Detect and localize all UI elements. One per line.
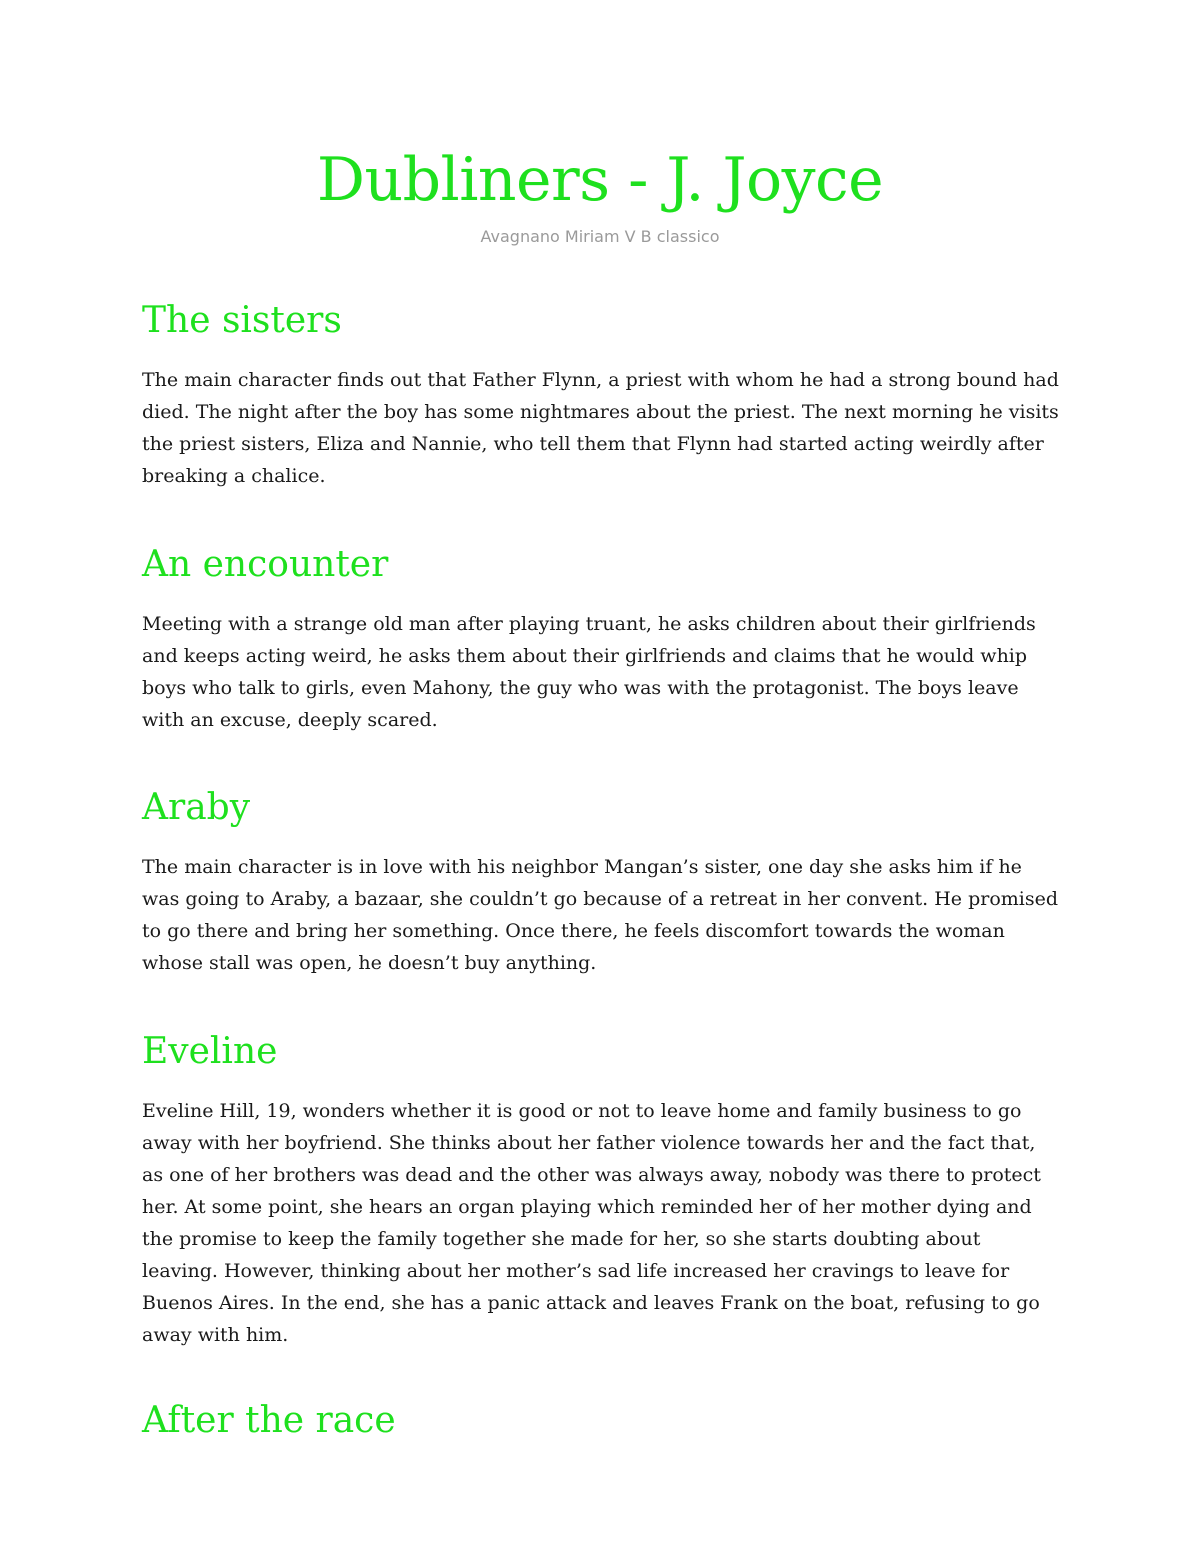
section-body-an-encounter: Meeting with a strange old man after playing truant, he asks children about their girlfriends and keeps acting weird, he asks them about their girlfriends and claims that he would whip boys who talk to girls, even Mahony, the guy who was with the protagonist. The boys leave with an excuse, deeply scared. [142,613,1036,731]
section-body-eveline: Eveline Hill, 19, wonders whether it is good or not to leave home and family business to go away with her boyfriend. She thinks about her father violence towards her and the fact that, as one of her brothers was dead and the other was always away, nobody was there to protect her. At some point, she hears an organ playing which reminded her of her mother dying and the promise to keep the family together she made for her, so she starts doubting about leaving. However, thinking about her mother’s sad life increased her cravings to leave for Buenos Aires. In the end, she has a panic attack and leaves Frank on the boat, refusing to go away with him. [142,1100,1041,1346]
section-heading-araby: Araby [142,787,251,828]
section-heading-an-encounter: An encounter [142,544,389,585]
section-heading-after-the-race: After the race [142,1400,396,1441]
section-heading-the-sisters: The sisters [142,300,342,341]
section-body-the-sisters: The main character finds out that Father Flynn, a priest with whom he had a strong bound had died. The night after the boy has some nightmares about the priest. The next morning he visits the priest sisters, Eliza and Nannie, who tell them that Flynn had started acting weirdly after breaking a chalice. [142,369,1059,487]
section-body-araby: The main character is in love with his neighbor Mangan’s sister, one day she asks him if he was going to Araby, a bazaar, she couldn’t go because of a retreat in her convent. He promised to go there and bring her something. Once there, he feels discomfort towards the woman whose stall was open, he doesn’t buy anything. [142,856,1059,974]
section-heading-eveline: Eveline [142,1031,278,1072]
document-title: Dubliners - J. Joyce [316,145,884,215]
document-subtitle: Avagnano Miriam V B classico [480,227,720,246]
